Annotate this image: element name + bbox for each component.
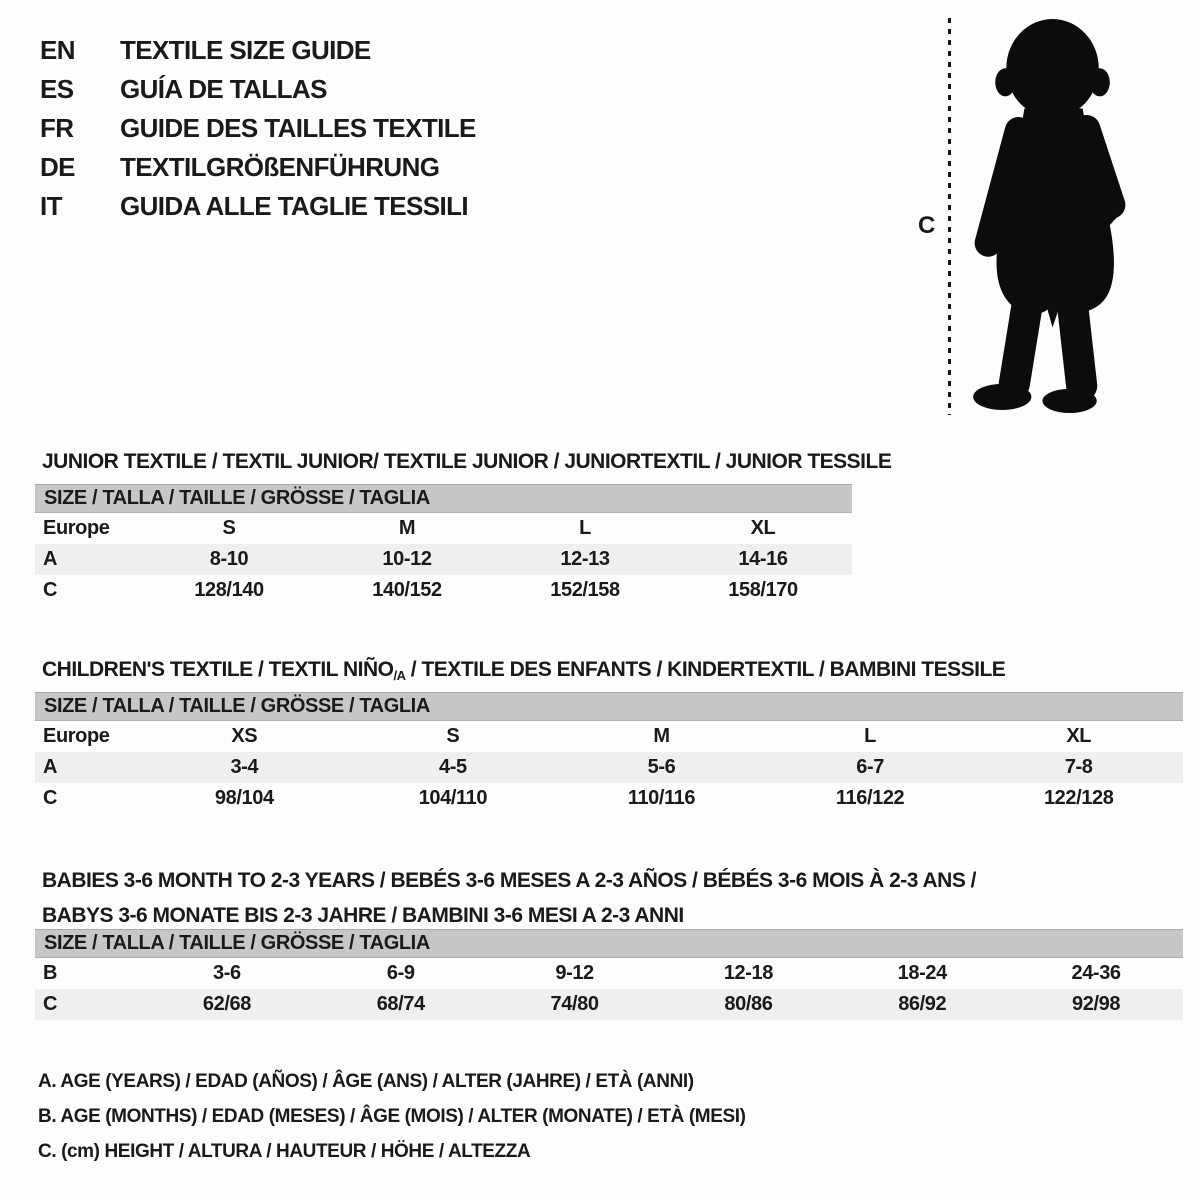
table-cell: 74/80: [550, 993, 599, 1015]
children-title-pre: CHILDREN'S TEXTILE / TEXTIL NIÑO: [42, 658, 394, 682]
table-cell: 104/110: [418, 787, 488, 809]
table-cell: 128/140: [194, 579, 264, 601]
row-label: B: [43, 962, 58, 984]
baby-silhouette-icon: [962, 14, 1137, 416]
legend-age-years: A. AGE (YEARS) / EDAD (AÑOS) / ÂGE (ANS) / ALTER (JAHRE) / ETÀ (ANNI): [38, 1071, 694, 1092]
children-section-title: [42, 658, 1005, 684]
babies-title-line1: BABIES 3-6 MONTH TO 2-3 YEARS / BEBÉS 3-6 MESES A 2-3 AÑOS / BÉBÉS 3-6 MOIS À 2-3 ANS /: [42, 869, 977, 893]
table-cell: 98/104: [214, 787, 274, 809]
table-cell: 3-6: [213, 962, 241, 984]
language-row-en: [40, 36, 476, 64]
row-label: A: [43, 756, 58, 778]
table-cell: 86/92: [898, 993, 947, 1015]
guide-title: GUIDE DES TAILLES TEXTILE: [120, 113, 476, 143]
table-cell: L: [579, 517, 591, 539]
height-figure: [915, 14, 1155, 420]
table-cell: 9-12: [555, 962, 594, 984]
table-cell: 92/98: [1072, 993, 1121, 1015]
table-row: [35, 989, 1183, 1020]
row-label: Europe: [43, 725, 110, 747]
table-cell: 12-18: [723, 962, 773, 984]
babies-section-title: [42, 863, 976, 933]
junior-size-table: [35, 484, 852, 606]
table-cell: 24-36: [1071, 962, 1121, 984]
row-label: Europe: [43, 517, 110, 539]
language-row-de: [40, 153, 476, 181]
guide-title: GUÍA DE TALLAS: [120, 74, 327, 104]
table-cell: M: [398, 517, 416, 539]
table-row: [35, 721, 1183, 752]
language-code: DE: [40, 152, 75, 182]
table-cell: 158/170: [728, 579, 798, 601]
table-cell: 62/68: [202, 993, 251, 1015]
language-row-es: [40, 75, 476, 103]
language-code: EN: [40, 35, 75, 65]
table-cell: XL: [1066, 725, 1092, 747]
children-size-table: [35, 692, 1183, 814]
table-cell: 18-24: [897, 962, 947, 984]
table-cell: 3-4: [230, 756, 259, 778]
table-cell: 80/86: [724, 993, 773, 1015]
row-label: C: [43, 993, 58, 1015]
language-code: ES: [40, 74, 74, 104]
table-cell: XS: [231, 725, 258, 747]
table-cell: 6-9: [386, 962, 415, 984]
table-cell: 116/122: [835, 787, 905, 809]
table-cell: S: [446, 725, 460, 747]
table-cell: M: [653, 725, 670, 747]
table-row: [35, 958, 1183, 989]
babies-title-line2: BABYS 3-6 MONATE BIS 2-3 JAHRE / BAMBINI 3-6 MESI A 2-3 ANNI: [42, 904, 684, 928]
junior-section-title: JUNIOR TEXTILE / TEXTIL JUNIOR/ TEXTILE JUNIOR / JUNIORTEXTIL / JUNIOR TESSILE: [42, 450, 892, 474]
language-row-it: [40, 192, 476, 220]
language-code: FR: [40, 113, 74, 143]
table-cell: 12-13: [560, 548, 610, 570]
table-cell: 7-8: [1064, 756, 1093, 778]
table-row: [35, 783, 1183, 814]
legend-height-cm: C. (cm) HEIGHT / ALTURA / HAUTEUR / HÖHE / ALTEZZA: [38, 1141, 531, 1162]
legend-age-months: B. AGE (MONTHS) / EDAD (MESES) / ÂGE (MOIS) / ALTER (MONATE) / ETÀ (MESI): [38, 1106, 746, 1127]
table-cell: XL: [750, 517, 776, 539]
children-title-sub: /A: [393, 668, 406, 684]
guide-title: TEXTILGRÖßENFÜHRUNG: [120, 152, 440, 182]
table-row: [35, 575, 852, 606]
language-title-list: [40, 36, 476, 231]
table-cell: S: [222, 517, 236, 539]
height-measure-line: [948, 18, 951, 415]
table-cell: 122/128: [1043, 787, 1114, 809]
table-cell: 10-12: [382, 548, 432, 570]
height-measure-label: C: [918, 212, 936, 239]
size-header-bar: SIZE / TALLA / TAILLE / GRÖSSE / TAGLIA: [35, 929, 1183, 958]
table-cell: 152/158: [550, 579, 620, 601]
row-label: A: [43, 548, 58, 570]
table-row: [35, 513, 852, 544]
table-cell: 8-10: [209, 548, 249, 570]
table-cell: 110/116: [627, 787, 696, 809]
babies-size-table: [35, 929, 1183, 1020]
row-label: C: [43, 787, 58, 809]
language-row-fr: [40, 114, 476, 142]
guide-title: GUIDA ALLE TAGLIE TESSILI: [120, 191, 469, 221]
table-cell: 6-7: [856, 756, 884, 778]
table-cell: 4-5: [439, 756, 467, 778]
size-header-bar: SIZE / TALLA / TAILLE / GRÖSSE / TAGLIA: [35, 692, 1183, 721]
table-cell: 5-6: [647, 756, 676, 778]
measure-legend: [38, 1071, 746, 1176]
table-cell: L: [864, 725, 876, 747]
table-cell: 140/152: [372, 579, 442, 601]
size-header-bar: SIZE / TALLA / TAILLE / GRÖSSE / TAGLIA: [35, 484, 852, 513]
children-title-post: / TEXTILE DES ENFANTS / KINDERTEXTIL / BAMBINI TESSILE: [405, 658, 1006, 682]
language-code: IT: [40, 191, 62, 221]
table-cell: 14-16: [738, 548, 788, 570]
row-label: C: [43, 579, 58, 601]
table-row: [35, 752, 1183, 783]
table-row: [35, 544, 852, 575]
guide-title: TEXTILE SIZE GUIDE: [120, 35, 371, 65]
table-cell: 68/74: [376, 993, 425, 1015]
